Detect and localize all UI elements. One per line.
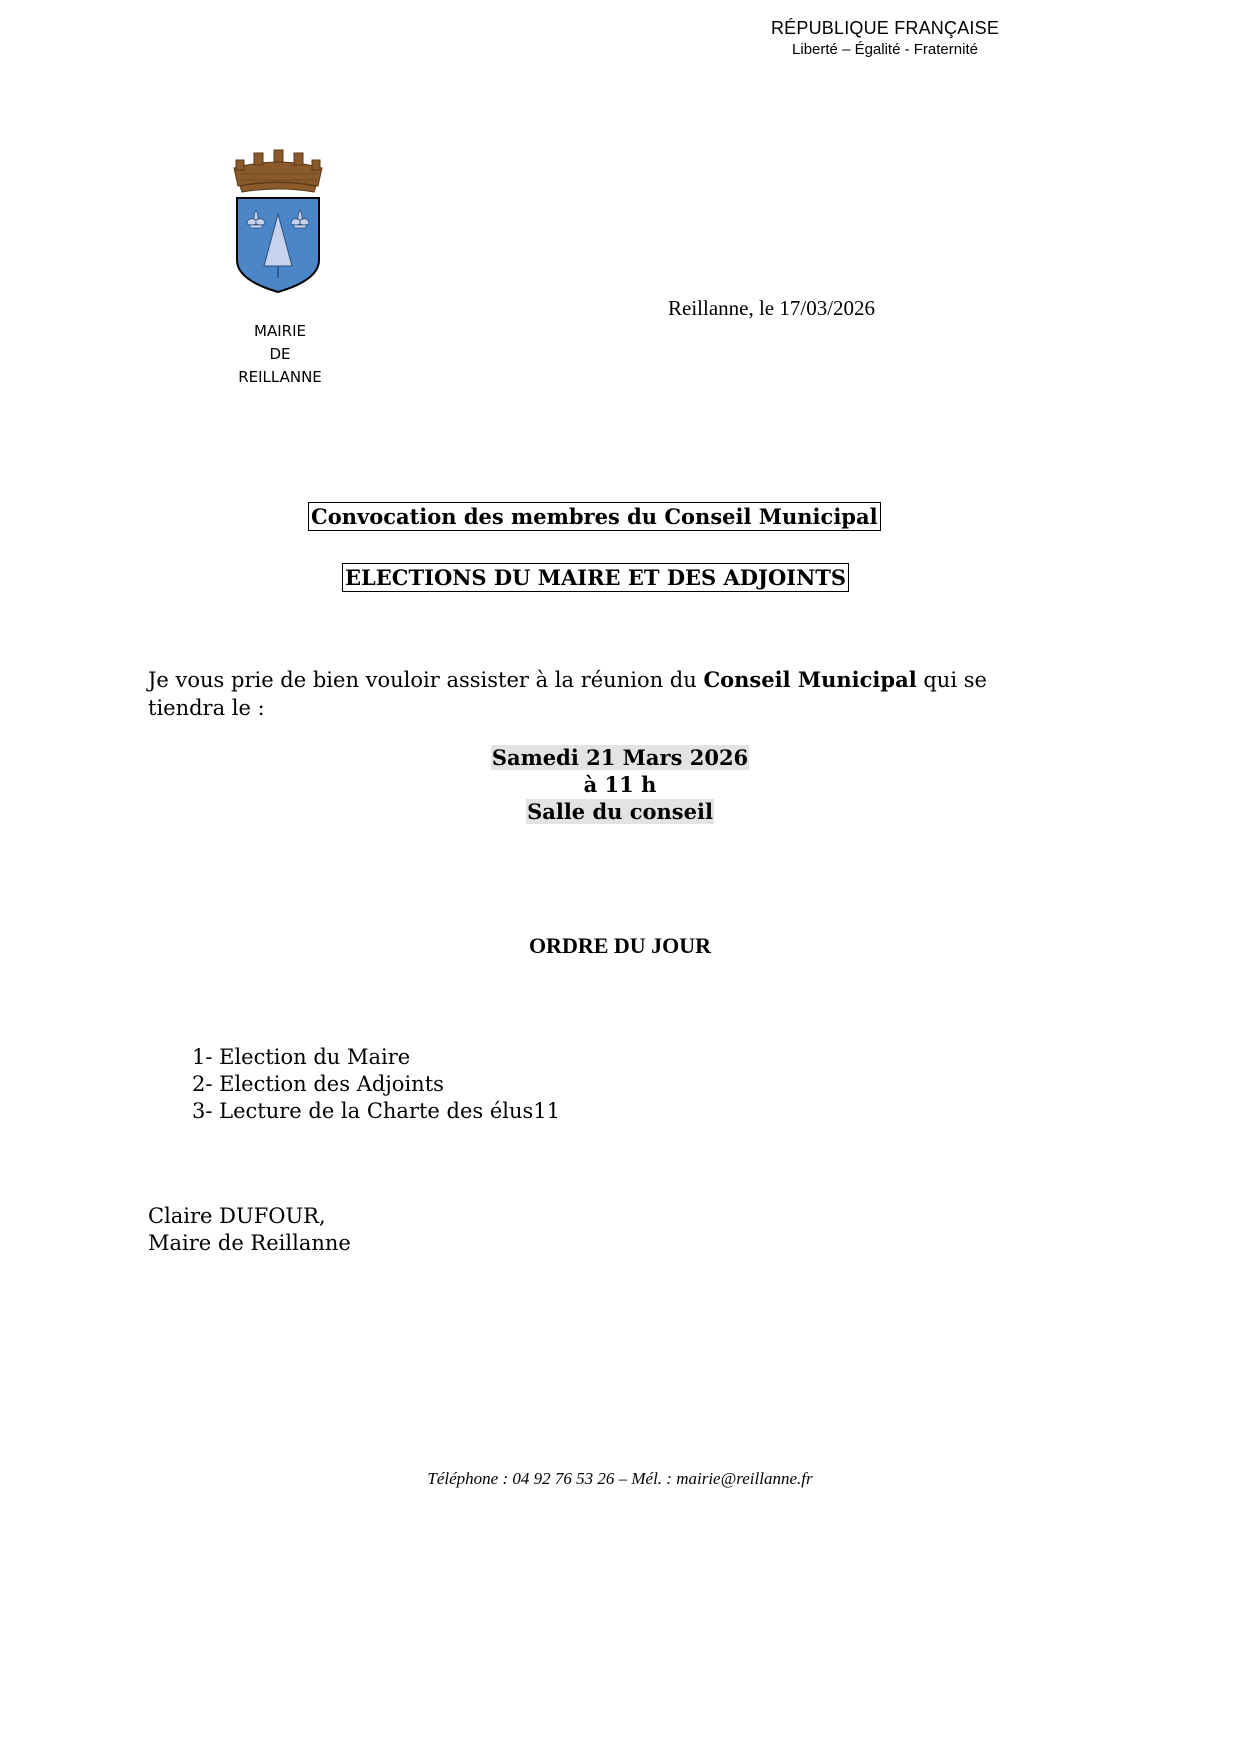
- meeting-date: Samedi 21 Mars 2026: [491, 745, 749, 770]
- intro-paragraph: [148, 666, 1068, 722]
- meeting-place: Salle du conseil: [527, 799, 713, 824]
- mairie-label-line2: DE: [269, 345, 291, 363]
- elections-title: ELECTIONS DU MAIRE ET DES ADJOINTS: [342, 563, 849, 592]
- republic-title: RÉPUBLIQUE FRANÇAISE: [770, 18, 1000, 38]
- meeting-time: à 11 h: [583, 772, 657, 797]
- republic-motto: Liberté – Égalité - Fraternité: [792, 41, 978, 58]
- coat-of-arms-icon: [228, 148, 328, 302]
- meeting-details: [300, 744, 940, 825]
- agenda-item: 1- Election du Maire: [192, 1045, 411, 1069]
- signature-name: Claire DUFOUR,: [148, 1204, 326, 1228]
- intro-bold-council: Conseil Municipal: [703, 667, 917, 692]
- mairie-label: [230, 320, 330, 389]
- agenda-item: 2- Election des Adjoints: [192, 1072, 444, 1096]
- agenda-list: [192, 1044, 560, 1125]
- mairie-label-line3: REILLANNE: [238, 368, 322, 386]
- agenda-item: 3- Lecture de la Charte des élus11: [192, 1099, 561, 1123]
- republic-header: [760, 18, 1010, 58]
- agenda-title: ORDRE DU JOUR: [528, 933, 712, 958]
- footer-contact: Téléphone : 04 92 76 53 26 – Mél. : mairie@reillanne.fr: [427, 1469, 813, 1488]
- date-line: Reillanne, le 17/03/2026: [668, 296, 876, 320]
- intro-text-after: qui se tiendra le :: [148, 668, 987, 720]
- signature-block: [148, 1203, 351, 1257]
- intro-text-before: Je vous prie de bien vouloir assister à la réunion du: [148, 668, 704, 692]
- signature-role: Maire de Reillanne: [148, 1231, 351, 1255]
- mairie-label-line1: MAIRIE: [254, 322, 306, 340]
- convocation-title: Convocation des membres du Conseil Municipal: [308, 502, 881, 531]
